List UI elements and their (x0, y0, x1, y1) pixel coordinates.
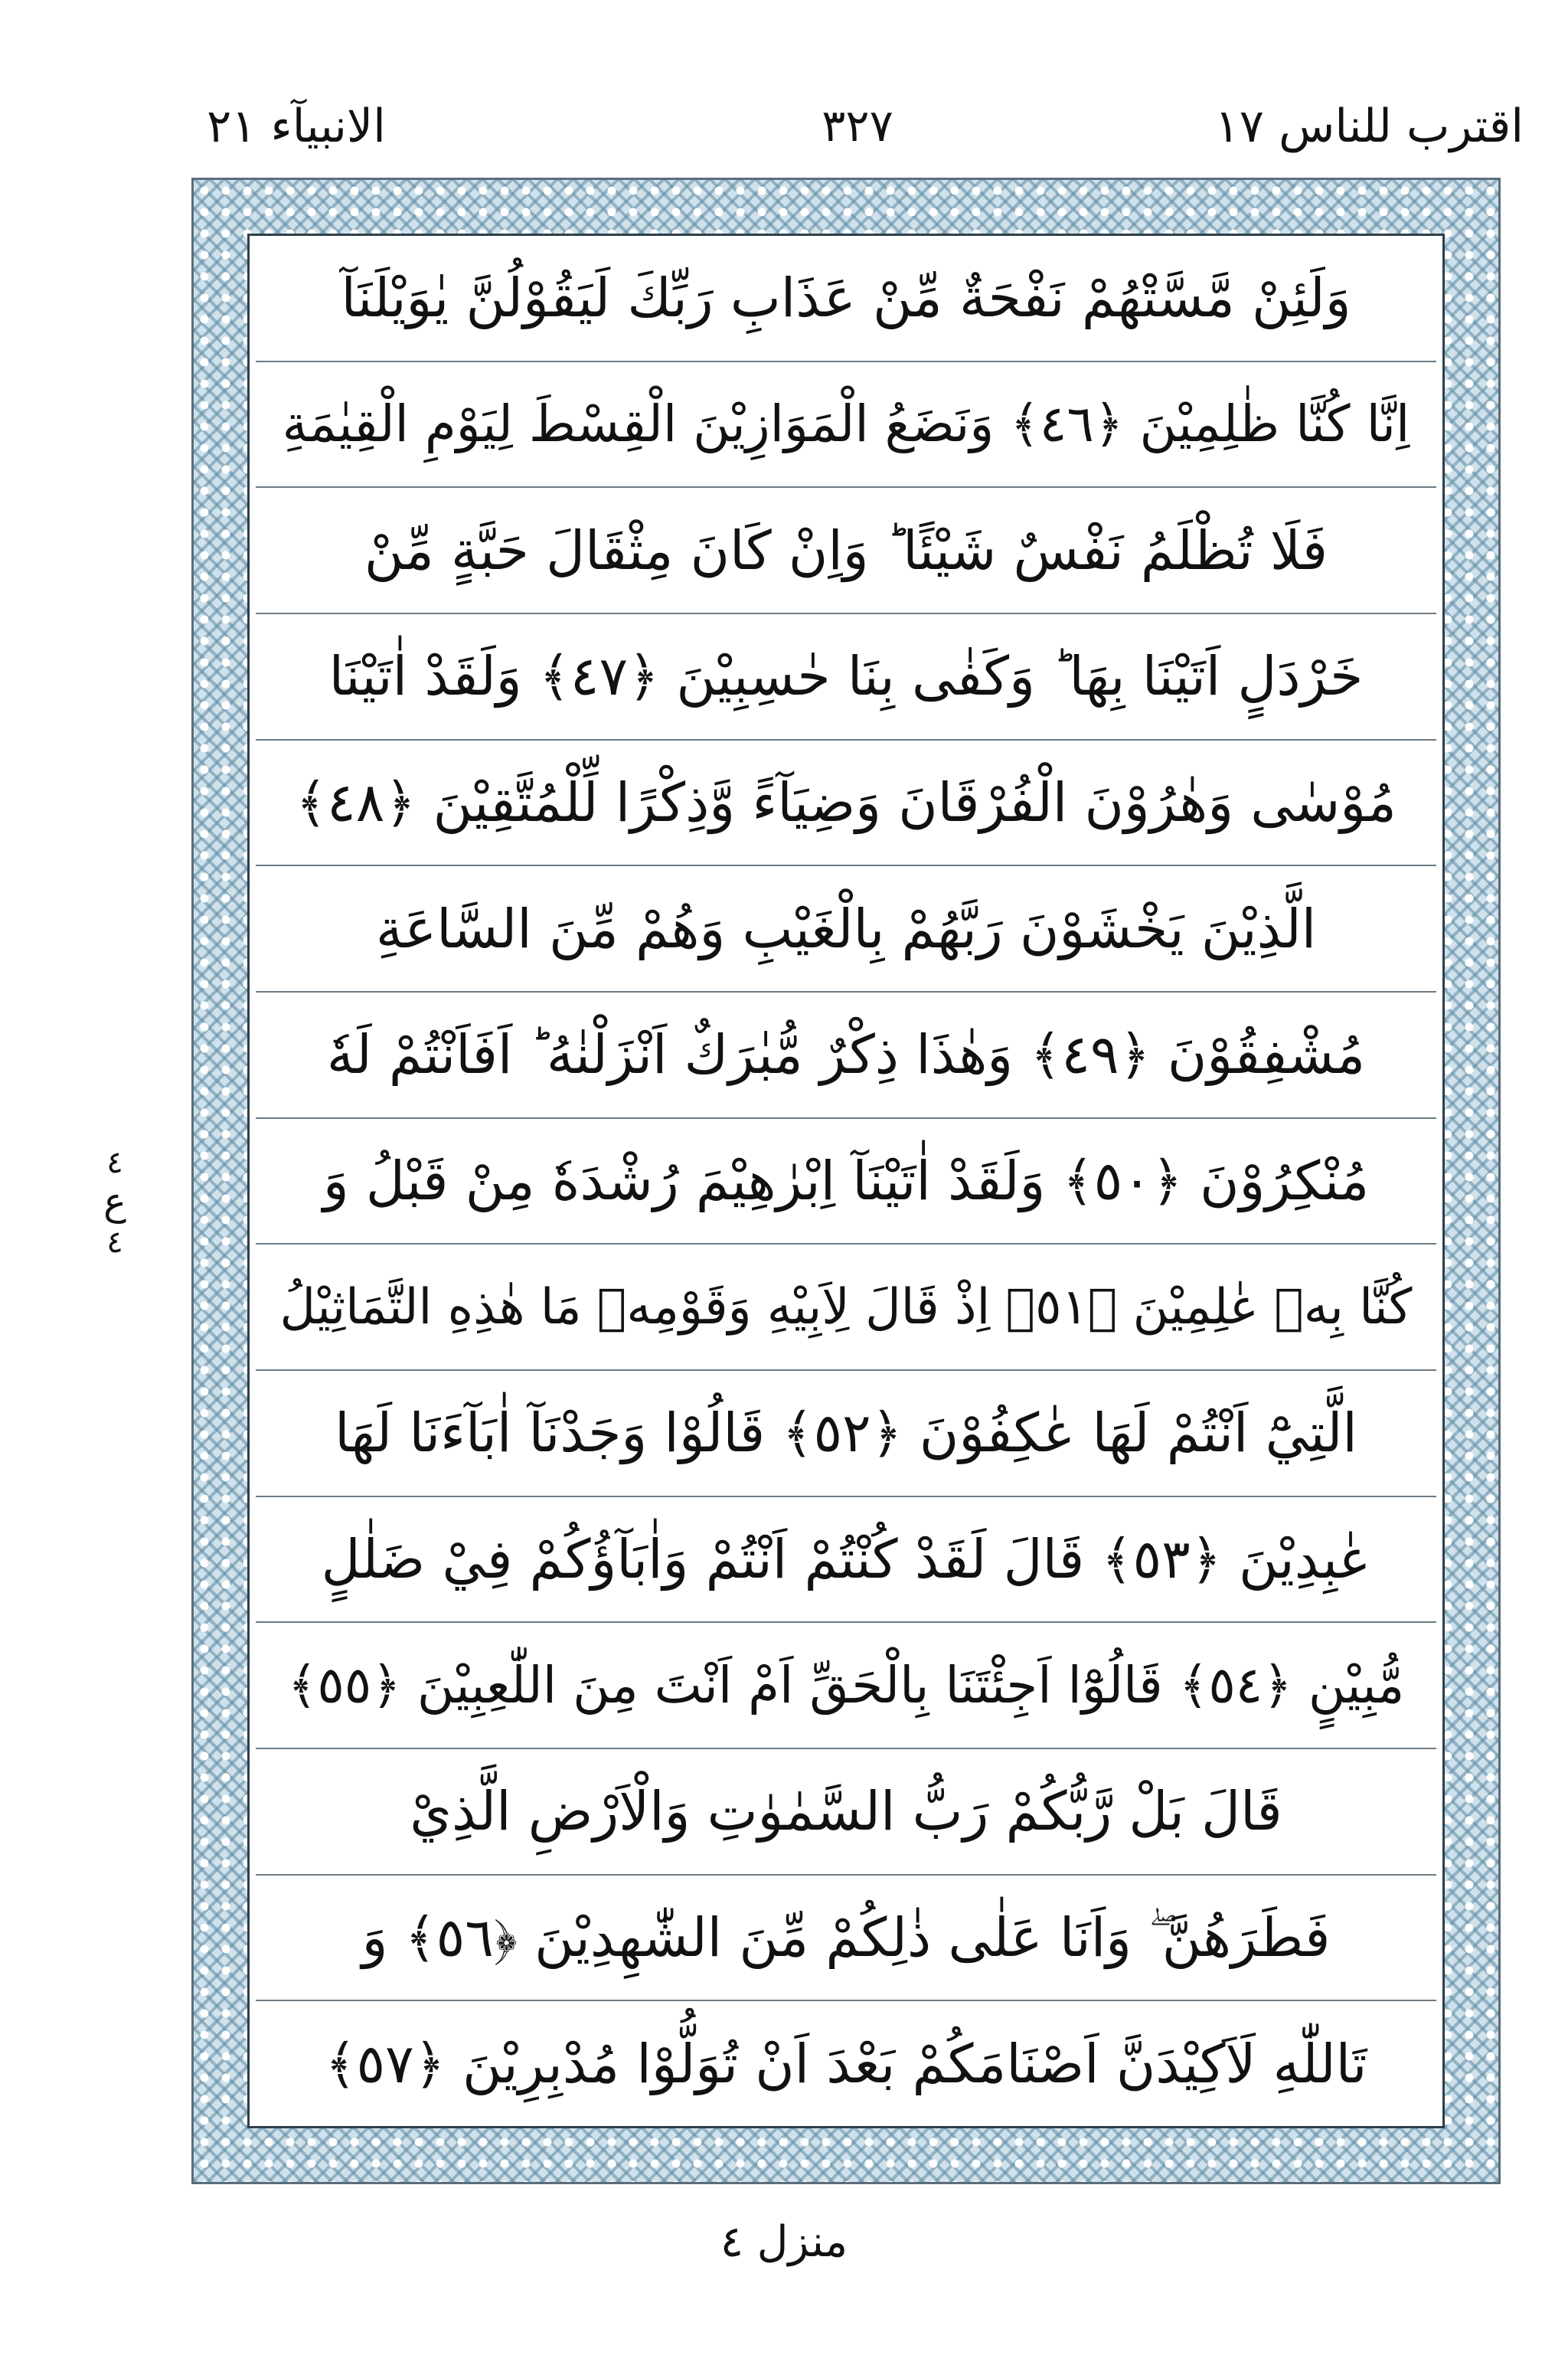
verse-lines (256, 236, 1436, 2126)
verse-line-12: مُّبِيْنٍ ﴿٥٤﴾ قَالُوْٓا اَجِئْتَنَا بِالْحَقِّ اَمْ اَنْتَ مِنَ اللّٰعِبِيْنَ ﴿٥٥﴾ (256, 1623, 1436, 1749)
text-panel (247, 234, 1445, 2128)
verse-line-6: الَّذِيْنَ يَخْشَوْنَ رَبَّهُمْ بِالْغَيْبِ وَهُمْ مِّنَ السَّاعَةِ (256, 866, 1436, 993)
page-header (191, 92, 1524, 176)
verse-line-2: اِنَّا كُنَّا ظٰلِمِيْنَ ﴿٤٦﴾ وَنَضَعُ الْمَوَازِيْنَ الْقِسْطَ لِيَوْمِ الْقِيٰمَةِ (256, 362, 1436, 489)
verse-line-15: تَاللّٰهِ لَاَكِيْدَنَّ اَصْنَامَكُمْ بَعْدَ اَنْ تُوَلُّوْا مُدْبِرِيْنَ ﴿٥٧﴾ (325, 2032, 1367, 2095)
surah-title: الانبیآء ٢١ (207, 100, 386, 153)
verse-line-7: مُشْفِقُوْنَ ﴿٤٩﴾ وَهٰذَا ذِكْرٌ مُّبٰرَكٌ اَنْزَلْنٰهُ ؕ اَفَاَنْتُمْ لَهٗ (256, 993, 1436, 1119)
verse-line-4: خَرْدَلٍ اَتَيْنَا بِهَا ؕ وَكَفٰى بِنَا حٰسِبِيْنَ ﴿٤٧﴾ وَلَقَدْ اٰتَيْنَا (256, 614, 1436, 741)
verse-line-8: مُنْكِرُوْنَ ﴿٥٠﴾ وَلَقَدْ اٰتَيْنَآ اِبْرٰهِيْمَ رُشْدَهٗ مِنْ قَبْلُ وَ (256, 1119, 1436, 1245)
decorative-page-border (191, 178, 1501, 2184)
verse-line-11: عٰبِدِيْنَ ﴿٥٣﴾ قَالَ لَقَدْ كُنْتُمْ اَنْتُمْ وَاٰبَآؤُكُمْ فِيْ ضَلٰلٍ (256, 1497, 1436, 1624)
verse-line-5: مُوْسٰى وَهٰرُوْنَ الْفُرْقَانَ وَضِيَآءً وَّذِكْرًا لِّلْمُتَّقِيْنَ ﴿٤٨﴾ (256, 741, 1436, 867)
verse-line-1: وَلَئِنْ مَّسَّتْهُمْ نَفْحَةٌ مِّنْ عَذَابِ رَبِّكَ لَيَقُوْلُنَّ يٰوَيْلَنَآ (256, 236, 1436, 362)
ruku-marker (73, 1145, 157, 1260)
verse-line-3: فَلَا تُظْلَمُ نَفْسٌ شَيْئًا ؕ وَاِنْ كَانَ مِثْقَالَ حَبَّةٍ مِّنْ (256, 488, 1436, 614)
verse-line-13: قَالَ بَلْ رَّبُّكُمْ رَبُّ السَّمٰوٰتِ وَالْاَرْضِ الَّذِيْ (256, 1749, 1436, 1876)
ruku-ain-glyph: ع (103, 1179, 126, 1224)
juz-title: اقترب للناس ١٧ (1214, 100, 1524, 153)
manzil-label: منزل ٤ (720, 2217, 848, 2267)
ruku-marker-bottom: ٤ (106, 1224, 123, 1260)
ruku-marker-top: ٤ (106, 1145, 123, 1180)
page-number: ٣٢٧ (822, 100, 893, 152)
verse-line-9: كُنَّا بِهٖ عٰلِمِيْنَ ﴿٥١﴾ اِذْ قَالَ لِاَبِيْهِ وَقَوْمِهٖ مَا هٰذِهِ التَّمَاثِيْلُ (256, 1245, 1436, 1371)
verse-line-10: الَّتِيْٓ اَنْتُمْ لَهَا عٰكِفُوْنَ ﴿٥٢﴾ قَالُوْا وَجَدْنَآ اٰبَآءَنَا لَهَا (256, 1371, 1436, 1497)
verse-line-14: فَطَرَهُنَّ ۖ وَاَنَا عَلٰى ذٰلِكُمْ مِّنَ الشّٰهِدِيْنَ ﴿٥٦﴾ وَ (256, 1876, 1436, 2002)
